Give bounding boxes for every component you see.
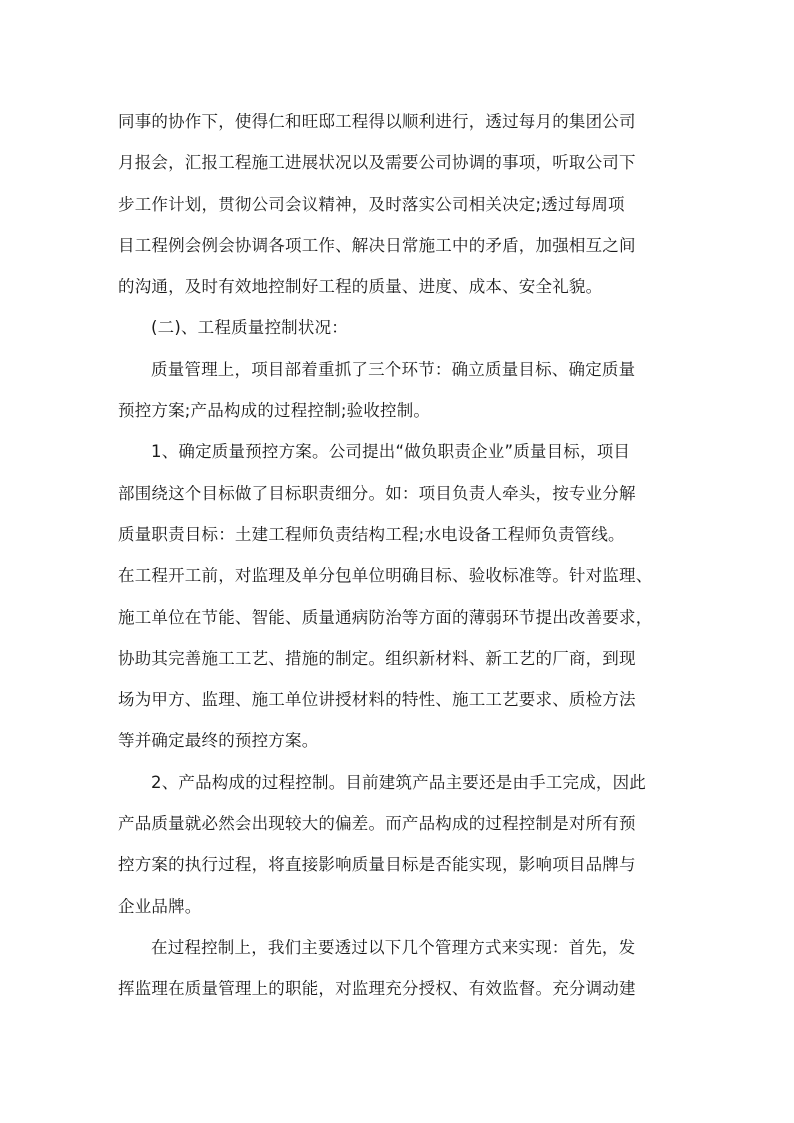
- text-line: 在过程控制上，我们主要透过以下几个管理方式来实现：首先，发: [151, 937, 636, 957]
- text-line: 部围绕这个目标做了目标职责细分。如：项目负责人牵头，按专业分解: [118, 483, 636, 503]
- text-line: 企业品牌。: [118, 896, 202, 916]
- text-line: 质量管理上，项目部着重抓了三个环节：确立质量目标、确定质量: [151, 359, 636, 379]
- text-line: 挥监理在质量管理上的职能，对监理充分授权、有效监督。充分调动建: [118, 979, 636, 999]
- text-line: 预控方案;产品构成的过程控制;验收控制。: [118, 401, 431, 421]
- text-line: 在工程开工前，对监理及单分包单位明确目标、验收标准等。针对监理、: [118, 566, 653, 586]
- text-line: 施工单位在节能、智能、质量通病防治等方面的薄弱环节提出改善要求，: [118, 607, 653, 627]
- text-line: 1、确定质量预控方案。公司提出“做负职责企业”质量目标，项目: [151, 442, 631, 462]
- text-line: 2、产品构成的过程控制。目前建筑产品主要还是由手工完成，因此: [151, 772, 646, 792]
- text-line: 质量职责目标：土建工程师负责结构工程;水电设备工程师负责管线。: [118, 524, 625, 544]
- text-line: 月报会，汇报工程施工进展状况以及需要公司协调的事项，听取公司下: [118, 153, 636, 173]
- text-line: 场为甲方、监理、施工单位讲授材料的特性、施工工艺要求、质检方法: [118, 690, 636, 710]
- text-line: 协助其完善施工工艺、措施的制定。组织新材料、新工艺的厂商，到现: [118, 648, 636, 668]
- text-line: 的沟通，及时有效地控制好工程的质量、进度、成本、安全礼貌。: [118, 277, 603, 297]
- document-page: [118, 101, 678, 1010]
- text-line: 目工程例会例会协调各项工作、解决日常施工中的矛盾，加强相互之间: [118, 235, 636, 255]
- text-line: 控方案的执行过程，将直接影响质量目标是否能实现，影响项目品牌与: [118, 855, 636, 875]
- text-line: 同事的协作下，使得仁和旺邸工程得以顺利进行，透过每月的集团公司: [118, 112, 636, 131]
- text-line: 步工作计划，贯彻公司会议精神，及时落实公司相关决定;透过每周项: [118, 194, 625, 214]
- text-line: 等并确定最终的预控方案。: [118, 731, 319, 751]
- text-line: 产品质量就必然会出现较大的偏差。而产品构成的过程控制是对所有预: [118, 814, 636, 834]
- text-line: (二)、工程质量控制状况：: [151, 318, 348, 338]
